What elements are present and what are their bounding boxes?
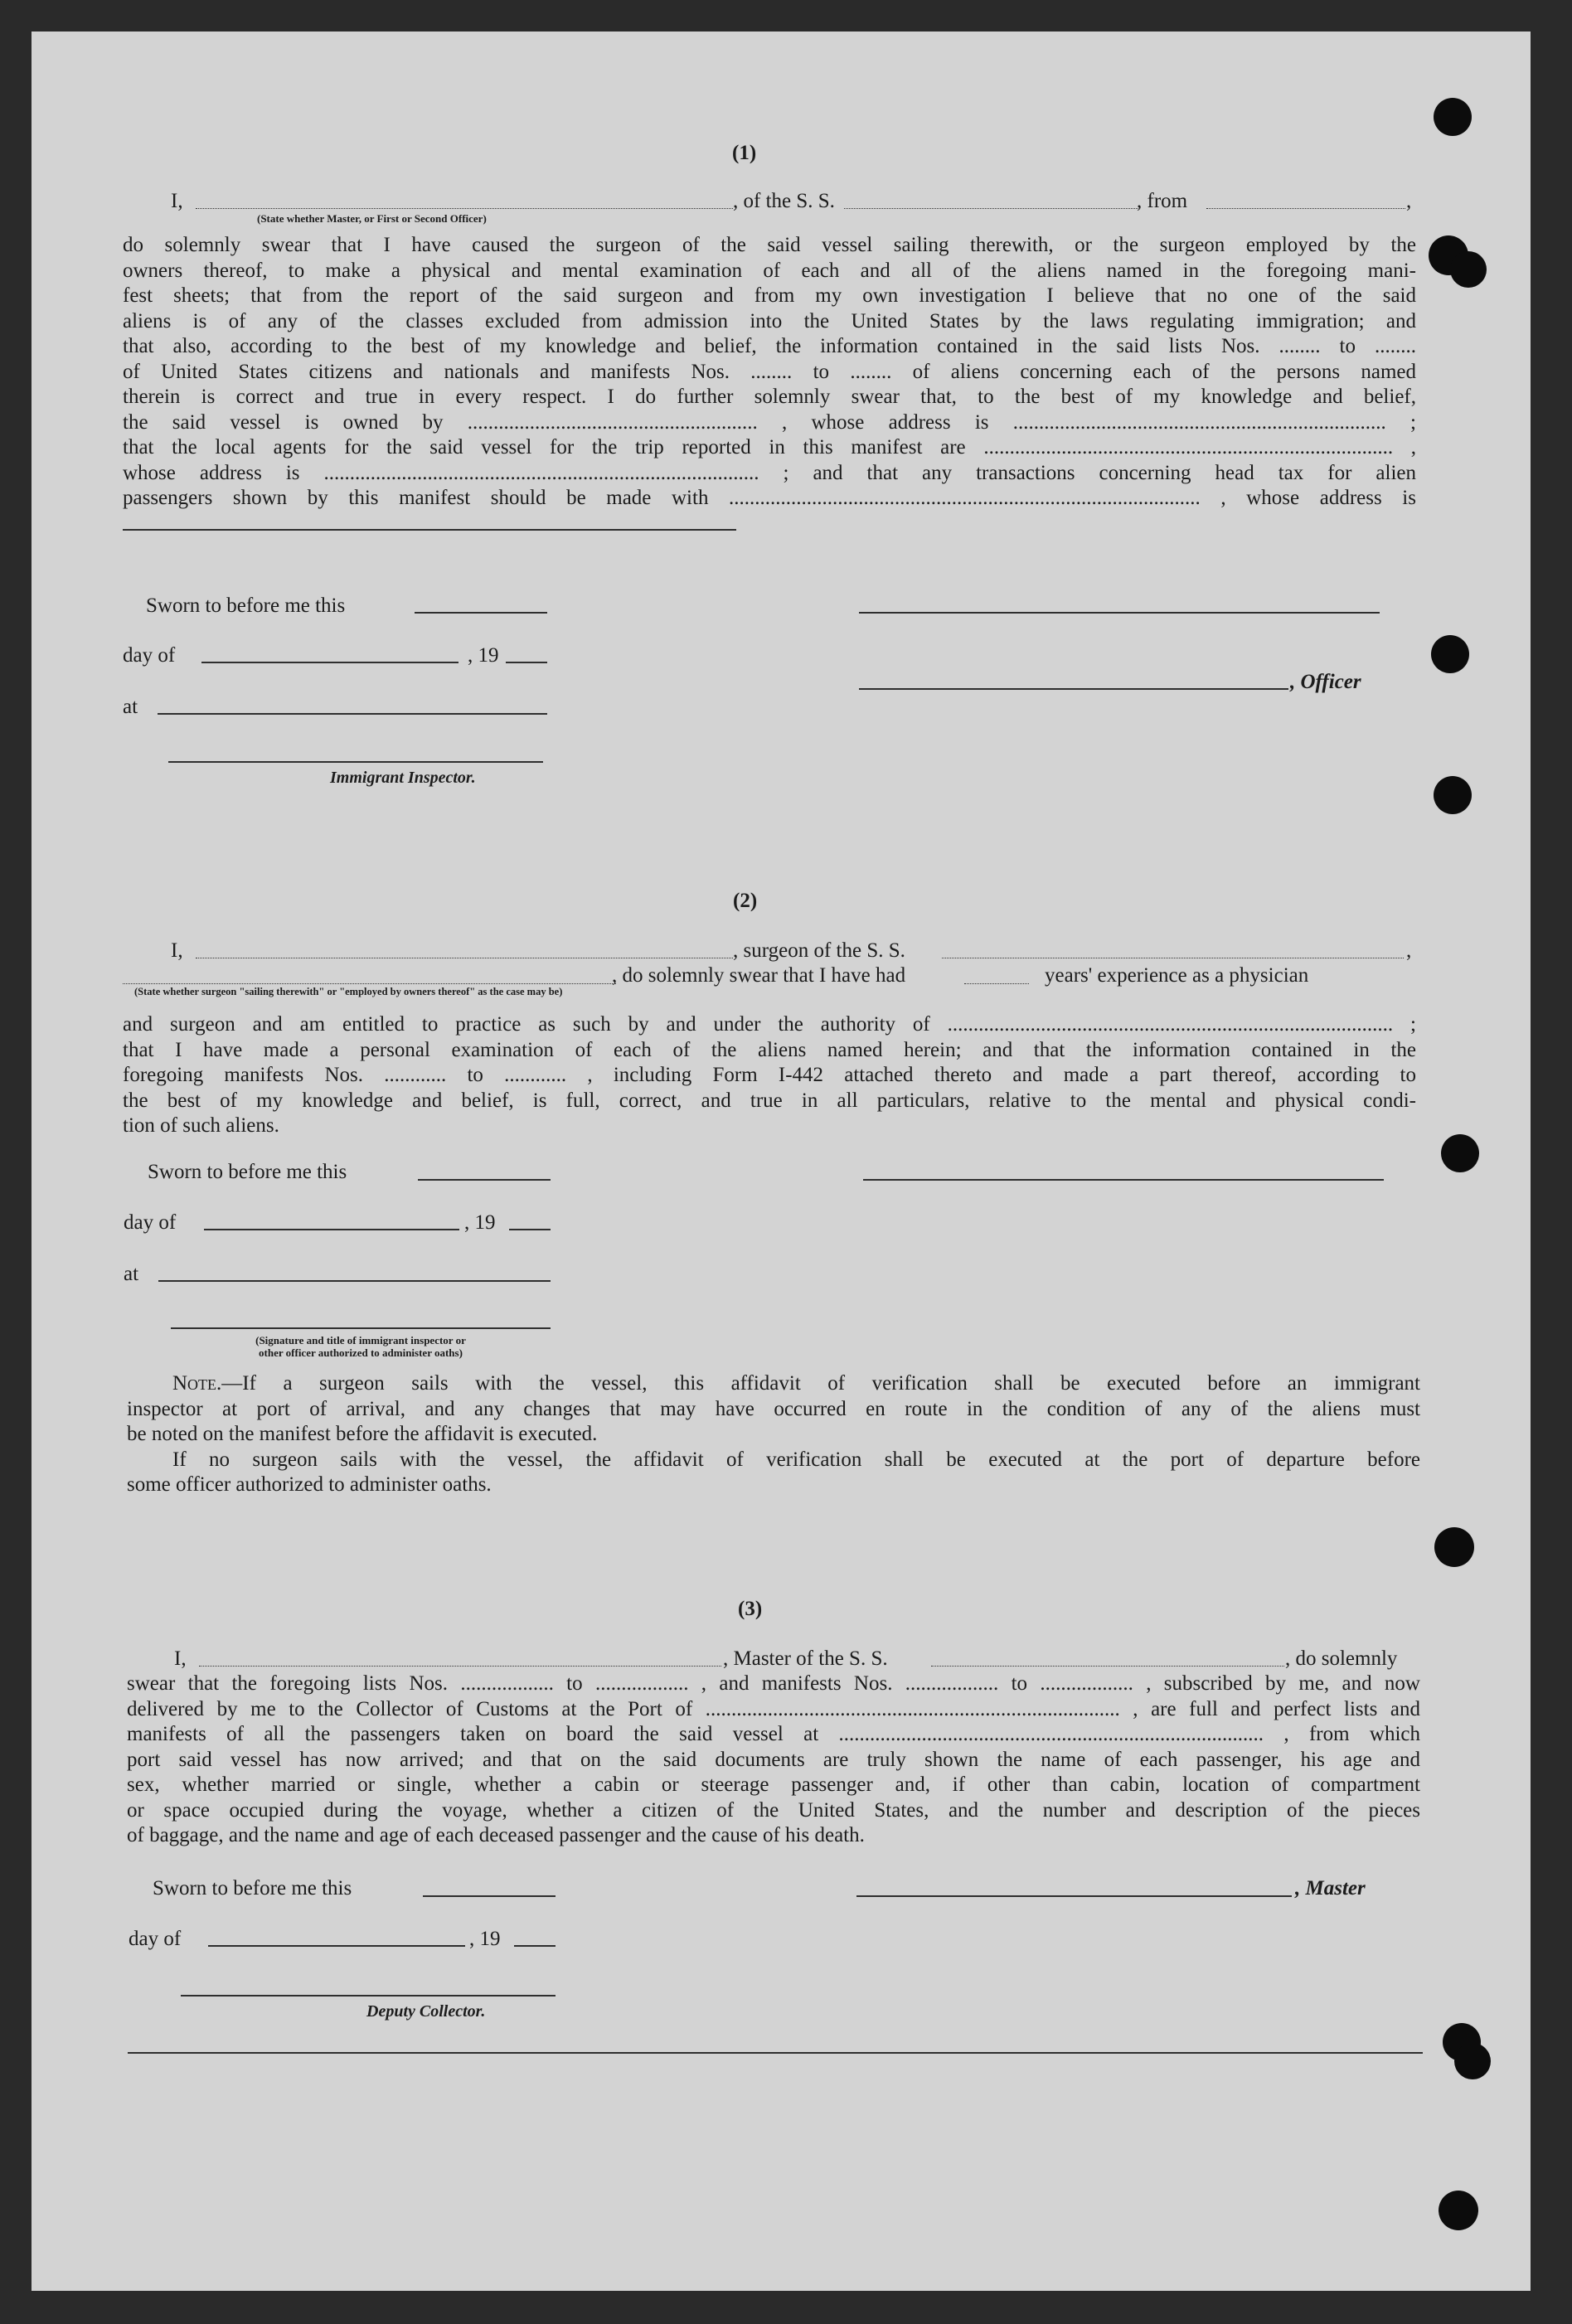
punch-hole [1434, 1527, 1474, 1567]
note-line: inspector at port of arrival, and any changes that may have occurred en route in the condition of any of the aliens must [127, 1397, 1420, 1420]
oath-line: do solemnly swear that I have caused the surgeon of the said vessel sailing therewith, or the surgeon employed by the [123, 234, 1416, 256]
surgeon-status-hint: (State whether surgeon "sailing therewith" or "employed by owners thereof" as the case may be) [134, 986, 563, 997]
oath-line: passengers shown by this manifest should be made with ........................................................................................... , whose address is [123, 487, 1416, 509]
section-2-at-label: at [124, 1263, 139, 1285]
section-2-oath-text [123, 1012, 1416, 1139]
note-line: some officer authorized to administer oaths. [127, 1473, 492, 1496]
oath-line: foregoing manifests Nos. ............ to ............ , including Form I-442 attached thereto and made a part thereof, according to [123, 1064, 1416, 1086]
punch-hole [1431, 635, 1469, 673]
section-3-intro-swear: , do solemnly [1285, 1647, 1398, 1670]
oath-line: fest sheets; that from the report of the said surgeon and from my own investigation I believe that no one of the said [123, 284, 1416, 307]
oath-line: that also, according to the best of my knowledge and belief, the information contained in the said lists Nos. ........ to ........ [123, 335, 1416, 357]
section-2-swear: , do solemnly swear that I have had [612, 964, 906, 987]
note-label: Note. [172, 1372, 222, 1395]
section-1-intro-from: , from [1137, 190, 1188, 212]
section-3-year-label: , 19 [469, 1928, 501, 1950]
section-2-year: 19 [474, 1211, 496, 1234]
section-2-year-blank[interactable] [509, 1229, 551, 1230]
note-line: If no surgeon sails with the vessel, the affidavit of verification shall be executed at the port of departure before [172, 1448, 1420, 1471]
oath-line: delivered by me to the Collector of Customs at the Port of ................................................................................ , are full and perfect lists and [127, 1697, 1420, 1720]
section-1-sworn-blank[interactable] [415, 612, 547, 614]
section-2-years: years' experience as a physician [1045, 964, 1309, 987]
section-1-intro-i: I, [171, 190, 183, 212]
oath-line: of United States citizens and nationals and manifests Nos. ........ to ........ of aliens concerning each of the persons named [123, 360, 1416, 383]
oath-line: or space occupied during the voyage, whether a citizen of the United States, and the number and description of the pieces [127, 1798, 1420, 1822]
officer-name-blank[interactable] [196, 208, 733, 209]
deputy-collector-caption: Deputy Collector. [366, 2002, 486, 2021]
section-3-oath-text [127, 1671, 1420, 1849]
section-1-year: 19 [478, 644, 499, 667]
signature-hint-1: (Signature and title of immigrant inspector or [255, 1334, 466, 1346]
punch-hole [1434, 776, 1472, 814]
section-3-number: (3) [738, 1598, 763, 1620]
manifest-verification-page [32, 32, 1531, 2291]
section-1-signature-line-2[interactable] [859, 688, 1288, 690]
section-2-intro-comma: , [1406, 939, 1412, 962]
inspector-signature-line[interactable] [168, 761, 543, 763]
section-1-intro-comma: , [1406, 190, 1412, 212]
section-1-sworn-label: Sworn to before me this [146, 594, 346, 617]
years-experience-blank[interactable] [964, 983, 1029, 984]
section-2-day-label: day of [124, 1211, 177, 1234]
section-2-day-blank[interactable] [204, 1229, 459, 1230]
deputy-signature-line[interactable] [181, 1995, 556, 1997]
surgeon-status-blank[interactable] [123, 983, 616, 984]
section-2-signature-line[interactable] [863, 1179, 1384, 1181]
note-line: —If a surgeon sails with the vessel, this affidavit of verification shall be executed before an immigrant [221, 1372, 1420, 1395]
note-line: be noted on the manifest before the affidavit is executed. [127, 1423, 598, 1445]
oath-line: port said vessel has now arrived; and that on the said documents are truly shown the name of each passenger, his age and [127, 1748, 1420, 1771]
oath-line: of baggage, and the name and age of each deceased passenger and the cause of his death. [127, 1824, 865, 1846]
oath-line: therein is correct and true in every respect. I do further solemnly swear that, to the best of my knowledge and belief, [123, 386, 1416, 408]
punch-hole [1434, 98, 1472, 136]
section-1-signature-line-1[interactable] [859, 612, 1380, 614]
oath-line: whose address is .................................................................................... ; and that any transactions concerning head tax for alien [123, 461, 1416, 484]
section-3-sworn-blank[interactable] [423, 1895, 556, 1897]
section-1-number: (1) [732, 142, 757, 164]
section-3-ship-blank[interactable] [931, 1666, 1284, 1667]
master-signature-line[interactable] [856, 1895, 1292, 1897]
punch-hole [1454, 2043, 1491, 2079]
bottom-rule [128, 2052, 1423, 2054]
section-3-day-blank[interactable] [208, 1945, 465, 1947]
master-name-blank[interactable] [199, 1666, 721, 1667]
oath-line: manifests of all the passengers taken on board the said vessel at .................................................................................. , from which [127, 1723, 1420, 1745]
ship-name-blank[interactable] [844, 208, 1138, 209]
master-title: , Master [1295, 1877, 1366, 1899]
signature-hint-2: other officer authorized to administer oaths) [259, 1346, 463, 1359]
section-3-intro-master: , Master of the S. S. [723, 1647, 888, 1670]
section-1-day-label: day of [123, 644, 176, 667]
section-1-oath-text [123, 233, 1416, 512]
section-1-year-blank[interactable] [506, 662, 547, 663]
oath-line: aliens is of any of the classes excluded from admission into the United States by the laws regulating immigration; and [123, 309, 1416, 332]
oath-line: that the local agents for the said vessel for the trip reported in this manifest are ............................................................................... , [123, 436, 1416, 458]
section-3-day-label: day of [129, 1928, 182, 1950]
oath-line: the said vessel is owned by ........................................................ , whose address is ........................................................................ ; [123, 410, 1416, 434]
oath-line: the best of my knowledge and belief, is full, correct, and true in all particulars, relative to the mental and physical condi- [123, 1089, 1416, 1112]
section-1-at-label: at [123, 696, 138, 718]
oath-line: swear that the foregoing lists Nos. .................. to .................. , and manifests Nos. .................. to .................. , subscribed by me, and now [127, 1672, 1420, 1695]
address-blank[interactable] [123, 529, 736, 531]
officer-rank-hint: (State whether Master, or First or Second Officer) [257, 212, 487, 225]
section-2-intro-surgeon: , surgeon of the S. S. [733, 939, 905, 962]
punch-hole [1439, 2191, 1478, 2230]
section-2-witness-line[interactable] [171, 1327, 551, 1329]
section-1-day-blank[interactable] [201, 662, 458, 663]
section-2-year-label: , 19 [464, 1211, 496, 1234]
officer-title: , Officer [1290, 671, 1361, 693]
punch-hole [1450, 251, 1487, 288]
oath-line: tion of such aliens. [123, 1114, 279, 1137]
oath-line: that I have made a personal examination of each of the aliens named herein; and that the information contained in the [123, 1038, 1416, 1061]
section-2-at-blank[interactable] [158, 1280, 551, 1282]
section-3-sworn-label: Sworn to before me this [153, 1877, 352, 1899]
section-2-sworn-blank[interactable] [418, 1179, 551, 1181]
section-2-intro-i: I, [171, 939, 183, 962]
punch-hole [1441, 1134, 1479, 1172]
oath-line: and surgeon and am entitled to practice as such by and under the authority of ...................................................................................... ; [123, 1013, 1416, 1036]
immigrant-inspector-caption: Immigrant Inspector. [330, 769, 476, 787]
section-1-at-blank[interactable] [158, 713, 547, 715]
section-3-year: 19 [479, 1928, 501, 1950]
oath-line: sex, whether married or single, whether a cabin or steerage passenger and, if other than cabin, location of compartment [127, 1773, 1420, 1796]
section-1-year-label: , 19 [468, 644, 499, 667]
section-2-sworn-label: Sworn to before me this [148, 1161, 347, 1183]
section-1-intro-ss: , of the S. S. [733, 190, 835, 212]
section-2-number: (2) [733, 890, 758, 912]
note-text [127, 1371, 1420, 1498]
from-port-blank[interactable] [1206, 208, 1405, 209]
oath-line: owners thereof, to make a physical and mental examination of each and all of the aliens named in the foregoing mani- [123, 259, 1416, 282]
section-3-year-blank[interactable] [514, 1945, 556, 1947]
section-3-intro-i: I, [174, 1647, 187, 1670]
